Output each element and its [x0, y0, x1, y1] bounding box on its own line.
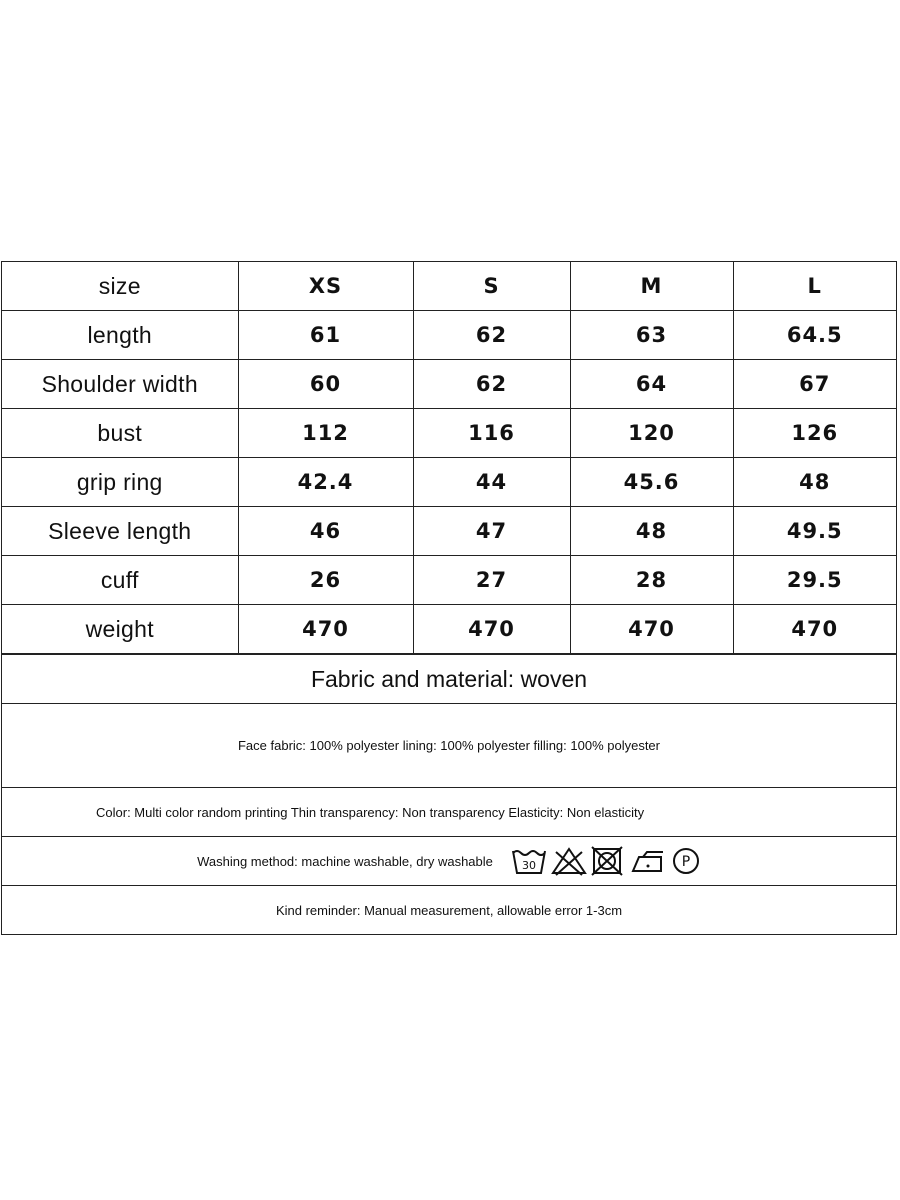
- cell-value: 116: [413, 409, 570, 458]
- dry-clean-p-icon: [671, 846, 701, 876]
- cell-value: 470: [733, 605, 896, 654]
- header-xs: XS: [238, 262, 413, 311]
- washing-method-text: Washing method: machine washable, dry washable: [197, 853, 493, 869]
- size-chart: [1, 261, 897, 935]
- care-icons: [511, 846, 701, 876]
- cell-value: 47: [413, 507, 570, 556]
- fabric-title: Fabric and material: woven: [2, 654, 896, 703]
- dry-clean-letter: P: [681, 854, 691, 870]
- cell-value: 470: [413, 605, 570, 654]
- no-bleach-icon: [551, 846, 587, 876]
- cell-value: 61: [238, 311, 413, 360]
- cell-value: 62: [413, 360, 570, 409]
- cell-value: 44: [413, 458, 570, 507]
- header-l: L: [733, 262, 896, 311]
- table-row: [2, 409, 896, 458]
- cell-value: 126: [733, 409, 896, 458]
- face-fabric-text: Face fabric: 100% polyester lining: 100% polyester filling: 100% polyester: [2, 703, 896, 787]
- row-label: length: [2, 311, 238, 360]
- cell-value: 46: [238, 507, 413, 556]
- table-row: [2, 311, 896, 360]
- row-label: cuff: [2, 556, 238, 605]
- cell-value: 48: [570, 507, 733, 556]
- size-table: [2, 262, 896, 654]
- cell-value: 60: [238, 360, 413, 409]
- row-label: bust: [2, 409, 238, 458]
- cell-value: 64.5: [733, 311, 896, 360]
- row-label: weight: [2, 605, 238, 654]
- wash-temp-label: 30: [521, 859, 536, 872]
- cell-value: 470: [570, 605, 733, 654]
- row-label: grip ring: [2, 458, 238, 507]
- cell-value: 28: [570, 556, 733, 605]
- table-row: [2, 360, 896, 409]
- cell-value: 470: [238, 605, 413, 654]
- washing-method-row: [2, 836, 896, 885]
- table-row: [2, 458, 896, 507]
- no-tumble-dry-icon: [591, 846, 625, 876]
- table-row: [2, 605, 896, 654]
- header-s: S: [413, 262, 570, 311]
- cell-value: 48: [733, 458, 896, 507]
- cell-value: 26: [238, 556, 413, 605]
- cell-value: 49.5: [733, 507, 896, 556]
- table-row: [2, 556, 896, 605]
- cell-value: 120: [570, 409, 733, 458]
- cell-value: 63: [570, 311, 733, 360]
- table-header-row: [2, 262, 896, 311]
- color-info-text: Color: Multi color random printing Thin transparency: Non transparency Elasticity: Non elasticity: [2, 787, 896, 836]
- cell-value: 45.6: [570, 458, 733, 507]
- iron-icon: [629, 846, 667, 876]
- row-label: Shoulder width: [2, 360, 238, 409]
- header-m: M: [570, 262, 733, 311]
- cell-value: 112: [238, 409, 413, 458]
- header-size-label: size: [2, 262, 238, 311]
- cell-value: 64: [570, 360, 733, 409]
- cell-value: 42.4: [238, 458, 413, 507]
- wash-30-icon: [511, 846, 547, 876]
- cell-value: 67: [733, 360, 896, 409]
- table-row: [2, 507, 896, 556]
- row-label: Sleeve length: [2, 507, 238, 556]
- reminder-text: Kind reminder: Manual measurement, allowable error 1-3cm: [2, 885, 896, 934]
- cell-value: 29.5: [733, 556, 896, 605]
- cell-value: 62: [413, 311, 570, 360]
- cell-value: 27: [413, 556, 570, 605]
